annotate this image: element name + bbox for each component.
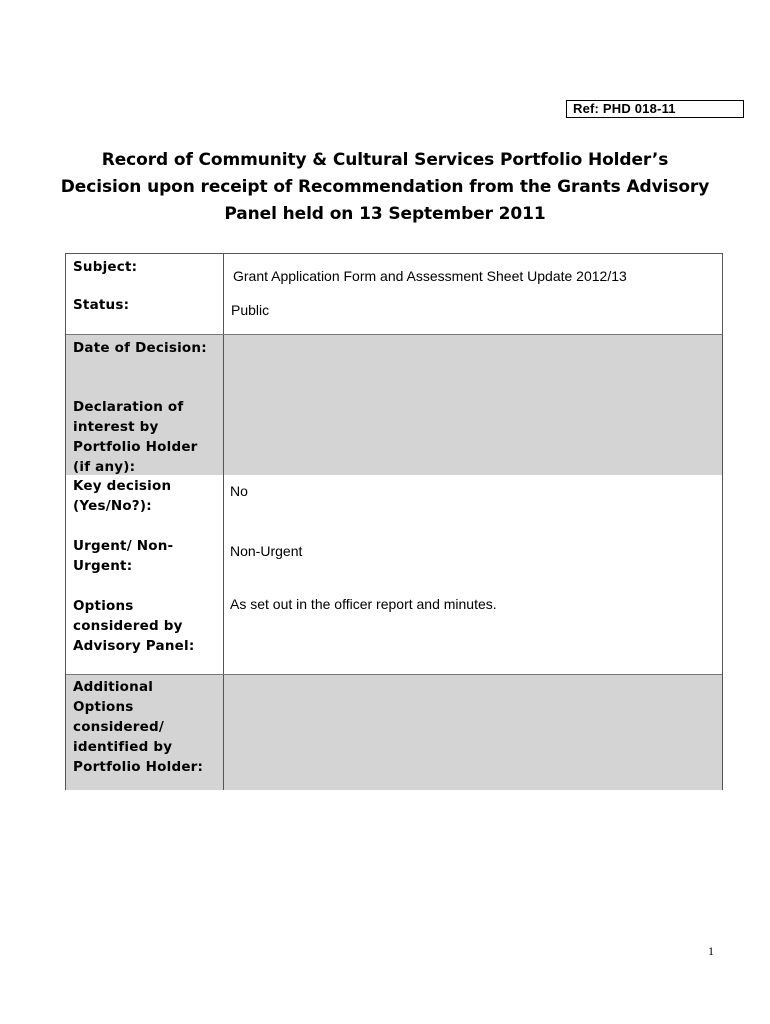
urgent-label (73, 536, 173, 576)
key-decision-value: No (230, 483, 248, 499)
title-line-3: Panel held on 13 September 2011 (224, 204, 546, 224)
declaration-label-line: Portfolio Holder (73, 439, 198, 455)
page-number: 1 (708, 944, 714, 958)
declaration-label-line: interest by (73, 419, 159, 435)
urgent-label-line: Urgent: (73, 558, 133, 574)
urgent-value: Non-Urgent (230, 543, 303, 559)
options-label-line: considered by (73, 618, 183, 634)
options-label (73, 596, 194, 656)
options-label-line: Advisory Panel: (73, 638, 195, 654)
subject-status-section (66, 254, 722, 334)
date-of-decision-label: Date of Decision: (73, 340, 207, 356)
document-title (40, 147, 730, 228)
options-value: As set out in the officer report and minutes. (230, 596, 497, 612)
decision-form-table (65, 253, 723, 790)
subject-value: Grant Application Form and Assessment Sheet Update 2012/13 (233, 268, 627, 284)
title-line-1: Record of Community & Cultural Services Portfolio Holder’s (101, 150, 669, 170)
additional-label-line: Additional (73, 679, 154, 695)
additional-label-line: identified by (73, 739, 173, 755)
declaration-label-line: (if any): (73, 459, 136, 475)
urgent-label-line: Urgent/ Non- (73, 538, 174, 554)
key-decision-label (73, 476, 171, 516)
additional-label-line: considered/ (73, 719, 164, 735)
decision-options-section (66, 474, 722, 674)
additional-options-section (66, 674, 722, 790)
additional-label-line: Portfolio Holder: (73, 759, 204, 775)
subject-label: Subject: (73, 259, 138, 275)
status-label: Status: (73, 297, 130, 313)
additional-label-line: Options (73, 699, 134, 715)
options-label-line: Options (73, 598, 134, 614)
status-value: Public (231, 302, 270, 318)
additional-options-label (73, 677, 203, 777)
key-decision-label-line: Key decision (73, 478, 172, 494)
title-line-2: Decision upon receipt of Recommendation from the Grants Advisory (60, 177, 710, 197)
reference-box: Ref: PHD 018-11 (566, 100, 744, 118)
key-decision-label-line: (Yes/No?): (73, 498, 152, 514)
declaration-label (73, 397, 198, 477)
date-declaration-section (66, 334, 722, 475)
declaration-label-line: Declaration of (73, 399, 184, 415)
